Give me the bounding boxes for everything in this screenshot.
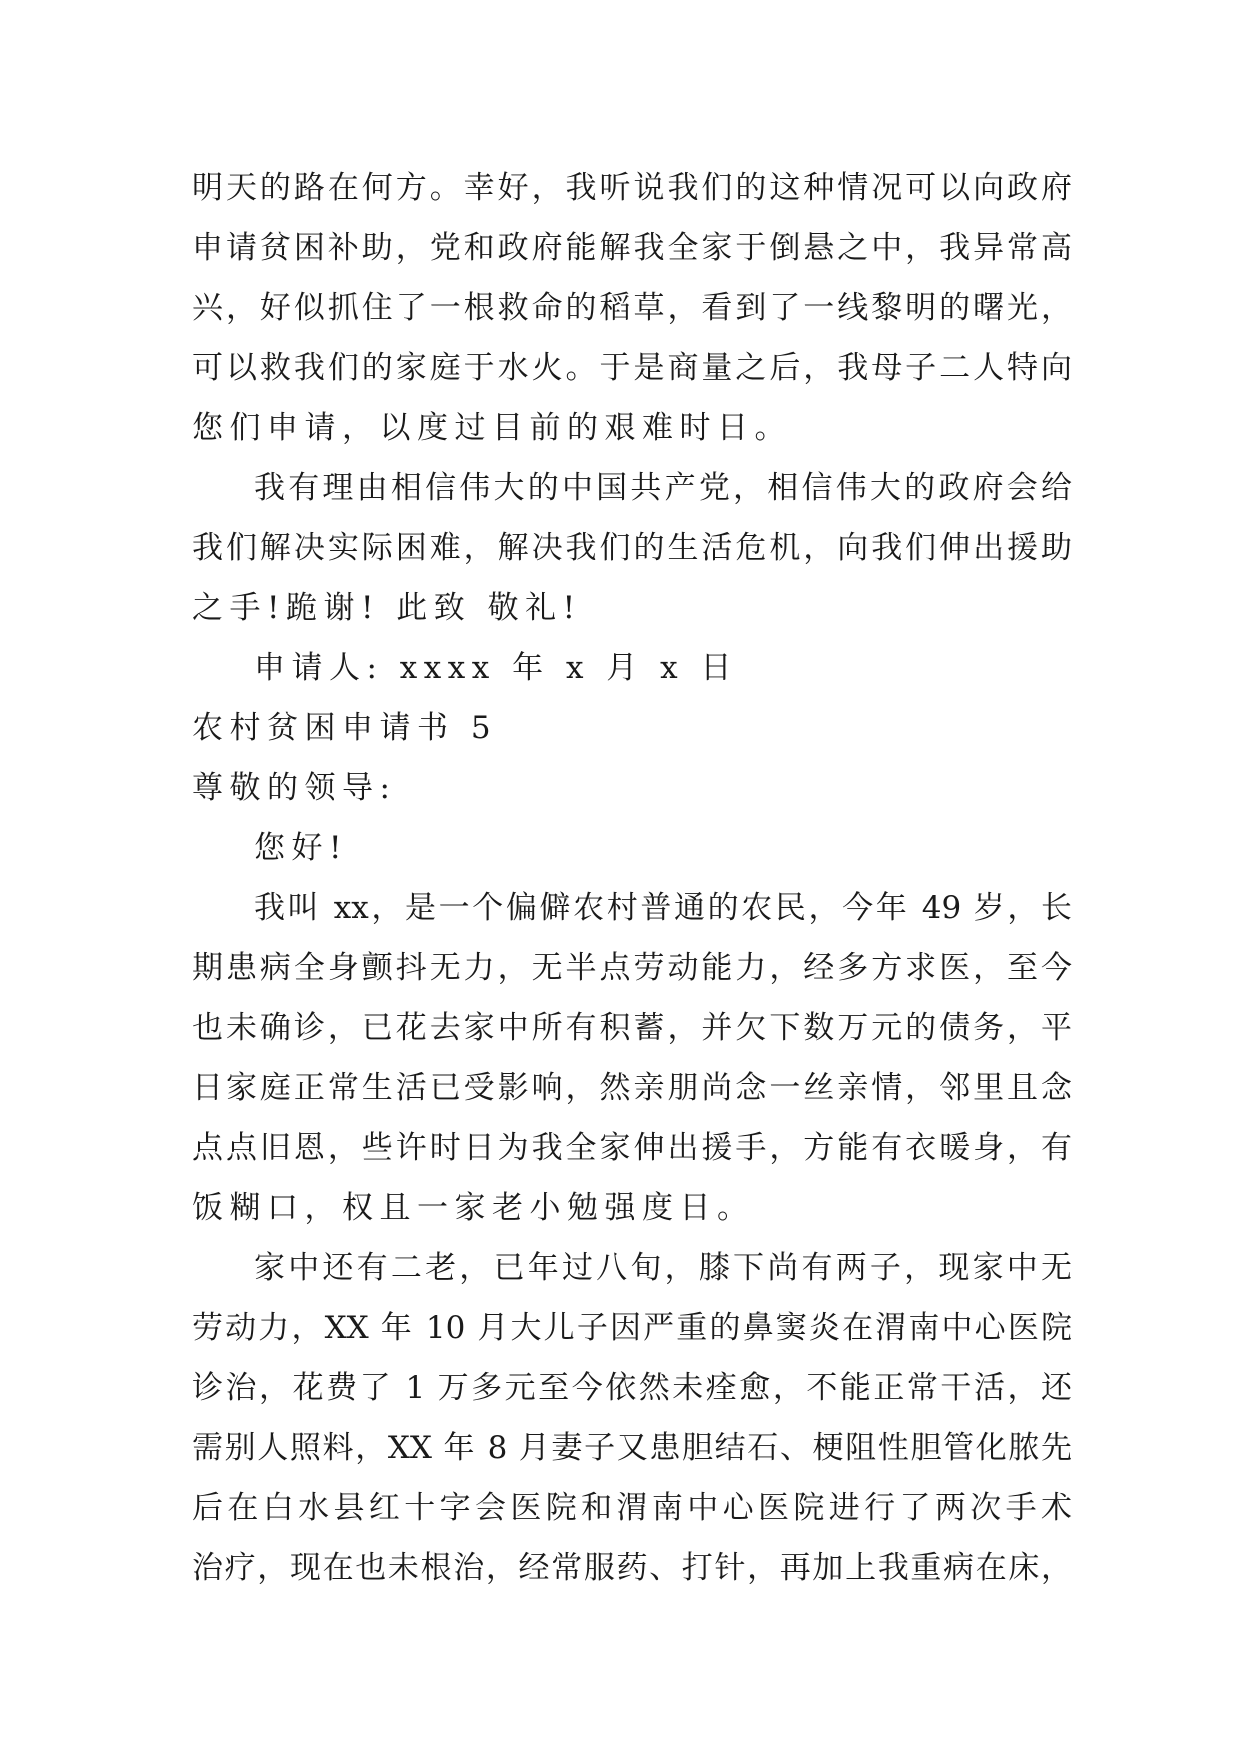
section-title: 农村贫困申请书 5 [192,710,498,746]
salutation: 尊敬的领导: [192,770,397,806]
text-line: 申请贫困补助，党和政府能解我全家于倒悬之中，我异常高 [192,230,1072,266]
text-line: 我有理由相信伟大的中国共产党，相信伟大的政府会给 [254,470,1072,506]
text-line: 家中还有二老，已年过八旬，膝下尚有两子，现家中无 [254,1250,1072,1286]
greeting: 您好! [254,830,348,866]
text-line: 明天的路在何方。幸好，我听说我们的这种情况可以向政府 [192,170,1072,206]
text-line: 点点旧恩，些许时日为我全家伸出援手，方能有衣暖身，有 [192,1130,1072,1166]
text-line: 后在白水县红十字会医院和渭南中心医院进行了两次手术 [192,1490,1072,1526]
text-line: 期患病全身颤抖无力，无半点劳动能力，经多方求医，至今 [192,950,1072,986]
text-line: 我们解决实际困难，解决我们的生活危机，向我们伸出援助 [192,530,1072,566]
document-body [192,158,1072,1598]
text-line: 饭糊口，权且一家老小勉强度日。 [192,1190,755,1226]
text-line: 之手!跪谢! 此致 敬礼! [192,590,582,626]
text-line: 您们申请，以度过目前的艰难时日。 [192,410,792,446]
text-line: 我叫 xx，是一个偏僻农村普通的农民，今年 49 岁，长 [254,890,1072,926]
text-line: 可以救我们的家庭于水火。于是商量之后，我母子二人特向 [192,350,1072,386]
text-line: 需别人照料，XX 年 8 月妻子又患胆结石、梗阻性胆管化脓先 [192,1430,1072,1466]
text-line: 治疗，现在也未根治，经常服药、打针，再加上我重病在床， [192,1550,1072,1586]
text-line: 诊治，花费了 1 万多元至今依然未痊愈，不能正常干活，还 [192,1370,1072,1406]
text-line: 日家庭正常生活已受影响，然亲朋尚念一丝亲情，邻里且念 [192,1070,1072,1106]
text-line: 劳动力，XX 年 10 月大儿子因严重的鼻窦炎在渭南中心医院 [192,1310,1072,1346]
signature-line: 申请人: xxxx 年 x 月 x 日 [254,650,738,686]
text-line: 也未确诊，已花去家中所有积蓄，并欠下数万元的债务，平 [192,1010,1072,1046]
text-line: 兴，好似抓住了一根救命的稻草，看到了一线黎明的曙光， [192,290,1072,326]
